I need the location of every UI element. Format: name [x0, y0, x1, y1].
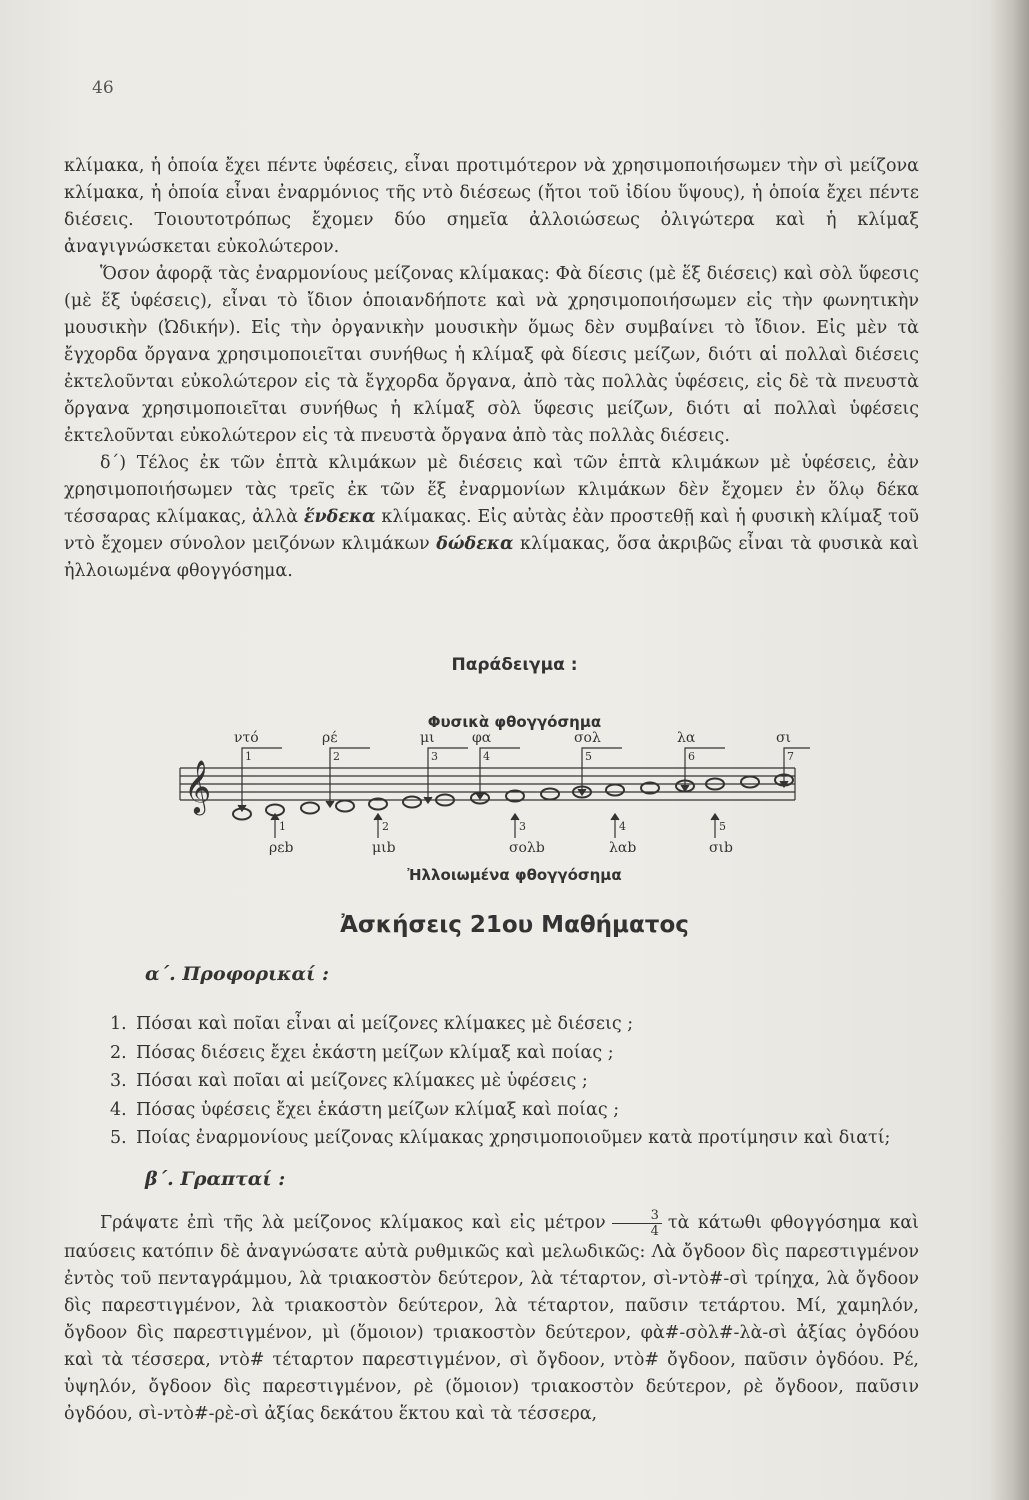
arrow-head [326, 801, 334, 807]
list-item [110, 1124, 925, 1153]
bottom-note-label: μιb [372, 840, 396, 856]
question-text: Ποίας ἐναρμονίους μείζονας κλίμακας χρησιμοποιοῦμεν κατὰ προτίμησιν καὶ διατί; [136, 1128, 891, 1148]
arrow-head [611, 814, 619, 820]
emphasis-endeka: ἕνδεκα [303, 507, 376, 527]
meter-numerator: 3 [612, 1208, 662, 1224]
paragraph-2: Ὅσον ἀφορᾷ τὰς ἐναρμονίους μείζονας κλίμακας: Φὰ δίεσις (μὲ ἕξ διέσεις) καὶ σὸλ ὕφεσις (μὲ ἕξ ὑφέσεις), εἶναι τὸ ἴδιον ὁποιανδήποτε καὶ νὰ χρησιμοποιήσωμεν εἰς τὴν φωνητικὴν μουσικὴν (Ὠδικήν). Εἰς τὴν ὀργανικὴν μουσικὴν ὅμως δὲν συμβαίνει τὸ ἴδιον. Εἰς μὲν τὰ ἔγχορδα ὄργανα χρησιμοποιεῖται συνήθως ἡ κλίμαξ φὰ δίεσις μείζων, διότι αἱ πολλαὶ διέσεις ἐκτελοῦνται εὐκολώτερον εἰς τὰ ἔγχορδα ὄργανα, ἀπὸ τὰς πολλὰς ὑφέσεις, εἰς δὲ τὰ πνευστὰ ὄργανα χρησιμοποιεῖται συνήθως ἡ κλίμαξ σὸλ ὕφεσις μείζων, διότι αἱ πολλαὶ ὑφέσεις ἐκτελοῦνται εὐκολώτερον εἰς τὰ πνευστὰ ὄργανα ἀπὸ τὰς πολλὰς διέσεις. [64, 264, 919, 446]
exercises-title: Ἀσκήσεις 21ου Μαθήματος [340, 912, 689, 938]
top-note-label: μι [420, 730, 435, 746]
bottom-note-number: 5 [719, 820, 726, 833]
paragraph-3 [64, 450, 919, 585]
top-note-number: 5 [585, 750, 592, 763]
top-note-number: 2 [333, 750, 340, 763]
meter-denominator: 4 [650, 1224, 659, 1239]
arrow-head [374, 814, 382, 820]
arrow-head [476, 793, 484, 799]
paragraph-1: κλίμακα, ἡ ὁποία ἔχει πέντε ὑφέσεις, εἶναι προτιμότερον νὰ χρησιμοποιήσωμεν τὴν σὶ μείζονα κλίμακα, ἡ ὁποία εἶναι ἐναρμόνιος τῆς ντὸ διέσεως (ἤτοι τοῦ ἰδίου ὕψους), ἡ ὁποία ἔχει πέντε διέσεις. Τοιουτοτρόπως ἔχομεν δύο σημεῖα ἀλλοιώσεως ὀλιγώτερα καὶ ἡ κλίμαξ ἀναγιγνώσκεται εὐκολώτερον. [64, 156, 919, 257]
list-item [110, 1067, 925, 1096]
paragraph-3-part-a: δ΄) Τέλος ἐκ τῶν ἑπτὰ κλιμάκων μὲ διέσεις καὶ τῶν ἑπτὰ κλιμάκων μὲ ὑφέσεις, ἐὰν χρησιμοποιήσωμεν τὰς τρεῖς ἐκ τῶν ἕξ ἐναρμονίων κλιμάκων δὲν ἔχομεν ἐν ὅλῳ δέκα τέσσαρας κλίμακας, ἀλλὰ [64, 453, 919, 527]
question-text: Πόσας διέσεις ἔχει ἑκάστη μείζων κλίμαξ καὶ ποίας ; [136, 1042, 614, 1063]
question-number: 1. [110, 1014, 127, 1034]
top-note-number: 6 [688, 750, 695, 763]
bottom-note-label: σιb [709, 840, 734, 856]
arrow-head [711, 814, 719, 820]
whole-note [606, 785, 624, 796]
list-item [110, 1010, 925, 1039]
bottom-note-number: 1 [279, 820, 286, 833]
whole-note [741, 777, 759, 788]
bottom-note-number: 3 [519, 820, 526, 833]
bottom-note-number: 4 [619, 820, 626, 833]
page-edge-shadow [989, 0, 1029, 1500]
bottom-note-label: σολb [509, 840, 545, 856]
top-note-label: ντό [234, 730, 259, 746]
main-text [64, 153, 919, 585]
question-text: Πόσας ὑφέσεις ἔχει ἑκάστη μείζων κλίμαξ καὶ ποίας ; [136, 1099, 620, 1120]
example-natural-label: Φυσικὰ φθογγόσημα [427, 713, 602, 731]
bottom-note-number: 2 [382, 820, 389, 833]
treble-clef-icon: 𝄞 [184, 759, 212, 813]
top-note-number: 1 [245, 750, 252, 763]
paragraph-3-part-c: κλίμακας. Εἰς αὐτὰς ἐὰν προστεθῇ καὶ ἡ φυσικὴ κλίμαξ τοῦ ντὸ ἔχομεν σύνολον μειζόνων κλιμάκων [64, 507, 919, 554]
question-number: 4. [110, 1099, 127, 1120]
written-part-a: Γράψατε ἐπὶ τῆς λὰ μείζονος κλίμακος καὶ εἰς μέτρον [100, 1213, 606, 1233]
paragraph-3-part-e: κλίμακας, ὅσα ἀκριβῶς εἶναι τὰ φυσικὰ καὶ ἠλλοιωμένα φθογγόσημα. [64, 534, 919, 581]
whole-note [403, 797, 421, 808]
question-number: 3. [110, 1071, 127, 1091]
written-part-b: τὰ κάτωθι φθογγόσημα καὶ παύσεις κατόπιν δὲ ἀναγνώσατε αὐτὰ ρυθμικῶς καὶ μελωδικῶς: Λὰ ὄγδοον δὶς παρεστιγμένον ἐντὸς τοῦ πενταγράμμου, λὰ τριακοστὸν δεύτερον, λὰ τέταρτον, σὶ-ντὸ#-σὶ τρίηχα, λὰ ὄγδοον δὶς παρεστιγμένον, λὰ τριακοστὸν δεύτερον, λὰ τέταρτον, παῦσιν τετάρτου. Μί, χαμηλόν, ὄγδοον δὶς παρεστιγμένον, μὶ (ὅμοιον) τριακοστὸν δεύτερον, φὰ#-σὸλ#-λὰ-σὶ ἀξίας ὀγδόου καὶ τὰ τέσσερα, ντὸ# τέταρτον παρεστιγμένον, σὶ ὄγδοον, ντὸ# ὄγδοον, παῦσιν ὀγδόου. Ρέ, ὑψηλόν, ὄγδοον δὶς παρεστιγμένον, ρὲ (ὅμοιον) τριακοστὸν δεύτερον, ρὲ ὄγδοον, παῦσιν ὀγδόου, σὶ-ντὸ#-ρὲ-σὶ ἀξίας δεκάτου ἕκτου καὶ τὰ τέσσερα, [64, 1213, 920, 1424]
music-staff-example [170, 728, 810, 858]
list-item [110, 1039, 925, 1068]
page-number: 46 [92, 78, 114, 98]
top-note-label: σολ [574, 730, 601, 746]
top-note-label: φα [472, 730, 492, 746]
example-title: Παράδειγμα : [451, 655, 578, 675]
top-note-label: λα [677, 730, 696, 746]
whole-note [336, 801, 354, 812]
whole-note [541, 789, 559, 800]
top-note-number: 7 [787, 750, 794, 763]
bottom-note-label: ρεb [269, 840, 294, 856]
top-note-label: σι [776, 730, 792, 746]
example-altered-label: Ἠλλοιωμένα φθογγόσημα [407, 866, 622, 884]
question-text: Πόσαι καὶ ποῖαι εἶναι αἱ μείζονες κλίμακες μὲ διέσεις ; [136, 1014, 634, 1034]
question-number: 5. [110, 1128, 127, 1148]
list-item [110, 1096, 925, 1125]
arrow-head [511, 814, 519, 820]
music-staff-svg [170, 728, 810, 858]
top-note-number: 3 [431, 750, 438, 763]
bottom-note-label: λαb [609, 840, 637, 856]
top-note-label: ρέ [322, 730, 338, 746]
arrow-head [681, 785, 689, 791]
section-b-heading: β΄. Γραπταί : [145, 1168, 286, 1190]
whole-note [301, 803, 319, 814]
emphasis-dodeka: δώδεκα [436, 534, 514, 554]
question-number: 2. [110, 1042, 127, 1063]
question-list [110, 1010, 925, 1153]
written-exercise-text [64, 1208, 919, 1428]
top-note-number: 4 [483, 750, 490, 763]
written-exercise [64, 1208, 919, 1428]
question-text: Πόσαι καὶ ποῖαι αἱ μείζονες κλίμακες μὲ ὑφέσεις ; [136, 1071, 588, 1091]
time-signature [612, 1208, 662, 1239]
section-a-heading: α΄. Προφορικαί : [145, 963, 329, 985]
